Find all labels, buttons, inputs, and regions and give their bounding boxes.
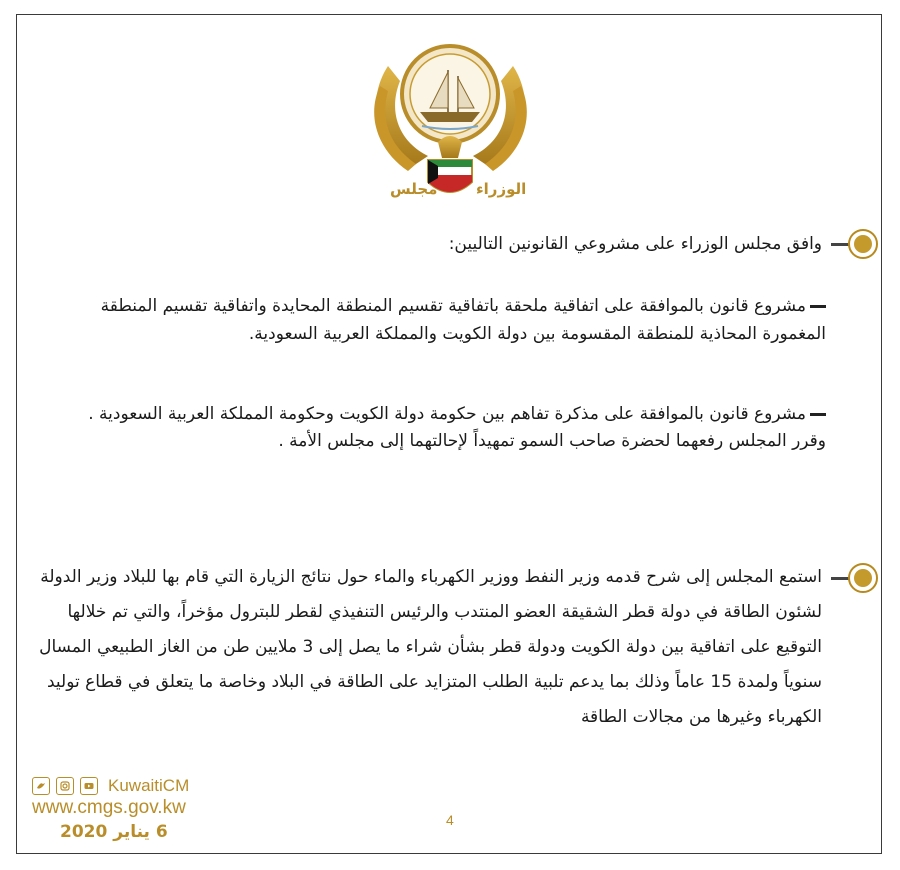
- section1-heading: وافق مجلس الوزراء على مشروعي القانونين التاليين:: [448, 234, 822, 254]
- section2-bullet: [831, 558, 878, 598]
- social-handle[interactable]: KuwaitiCM: [108, 776, 190, 795]
- item2-followup: وقرر المجلس رفعهما لحضرة صاحب السمو تمهيداً لإحالتهما إلى مجلس الأمة .: [278, 431, 826, 451]
- social-links: [32, 776, 189, 796]
- date-label: 6 يناير 2020: [60, 822, 168, 842]
- svg-text:الوزراء: الوزراء: [476, 180, 527, 198]
- gold-bullet-icon: [848, 229, 878, 259]
- gold-bullet-icon: [848, 563, 878, 593]
- bullet-connector: [831, 243, 849, 246]
- website-link[interactable]: www.cmgs.gov.kw: [32, 797, 186, 818]
- instagram-icon[interactable]: [56, 777, 74, 795]
- section2-text: استمع المجلس إلى شرح قدمه وزير النفط ووزير الكهرباء والماء حول نتائج الزيارة التي قام بها للبلاد وزير الدولة لشئون الطاقة في دولة قطر الشقيقة العضو المنتدب والرئيس التنفيذي لقطر للبترول مؤخراً، والتي تم خلالها التوقيع على اتفاقية بين دولة الكويت ودولة قطر بشأن شراء ما يصل إلى 3 ملايين طن من الغاز الطبيعي المسال سنوياً ولمدة 15 عاماً وذلك بما يدعم تلبية الطلب المتزايد على الطاقة في البلاد وخاصة ما يتعلق في قطاع توليد الكهرباء وغيرها من مجالات الطاقة: [39, 567, 822, 727]
- section1-bullet: [831, 224, 878, 264]
- bullet-connector: [831, 577, 849, 580]
- twitter-icon[interactable]: [32, 777, 50, 795]
- dash-bullet-icon: [810, 413, 826, 416]
- item1-text: مشروع قانون بالموافقة على اتفاقية ملحقة باتفاقية تقسيم المنطقة المحايدة واتفاقية تقسيم المنطقة المغمورة المحاذية للمنطقة المقسومة بين دولة الكويت والمملكة العربية السعودية.: [100, 296, 826, 344]
- item2-text: مشروع قانون بالموافقة على مذكرة تفاهم بين حكومة دولة الكويت وحكومة المملكة العربية السعودية .: [88, 404, 806, 424]
- svg-text:مجلس: مجلس: [390, 180, 438, 198]
- youtube-icon[interactable]: [80, 777, 98, 795]
- list-item: [36, 292, 826, 348]
- kuwait-cabinet-emblem: [358, 26, 543, 216]
- page-number: 4: [446, 812, 454, 828]
- dash-bullet-icon: [810, 305, 826, 308]
- list-item: [36, 401, 826, 455]
